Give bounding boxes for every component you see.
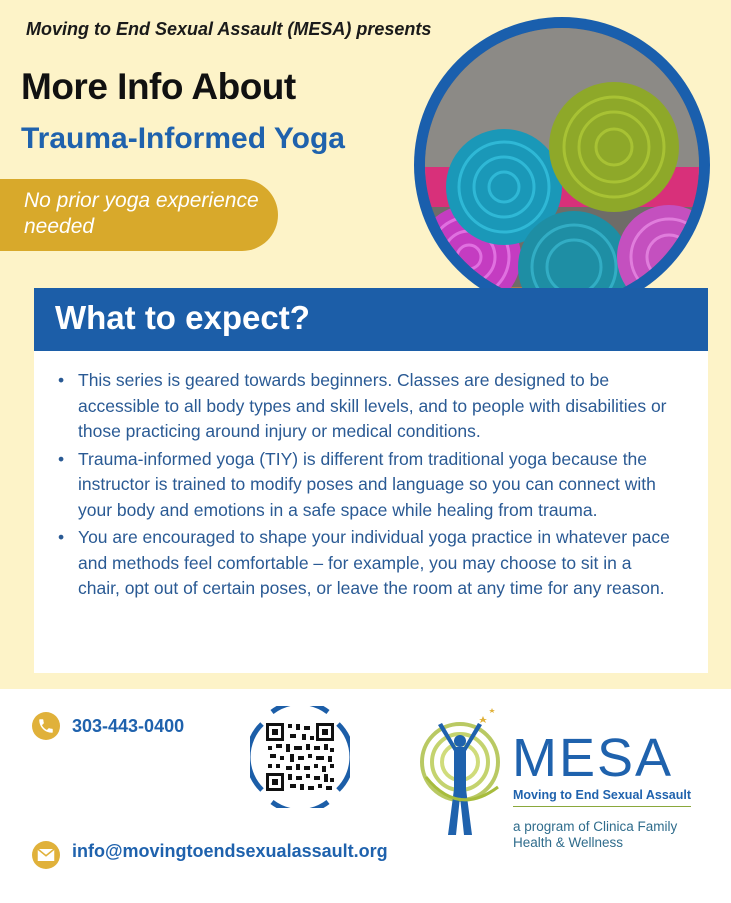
what-to-expect-body xyxy=(34,351,708,673)
mesa-logo xyxy=(418,707,708,867)
footer xyxy=(0,689,731,903)
bullet-item: • You are encouraged to shape your individual yoga practice in whatever pace and methods feel comfortable – for example, you may choose to sit in a chair, opt out of certain poses, or leave the room at any time for any reason. xyxy=(58,527,670,598)
expect-bullet-list xyxy=(58,368,678,604)
bullet-dot-icon: • xyxy=(58,527,65,547)
tagline-text: No prior yoga experience needed xyxy=(24,189,259,238)
mesa-wordmark: MESA xyxy=(512,728,674,788)
tagline-pill xyxy=(0,179,278,251)
yoga-mats-photo xyxy=(414,17,710,313)
email-link[interactable]: info@movingtoendsexualassault.org xyxy=(72,841,388,861)
phone-link[interactable]: 303-443-0400 xyxy=(72,716,185,736)
bullet-item: • This series is geared towards beginners. Classes are designed to be accessible to all body types and skill levels, and to people with disabilities or those practicing around injury or medical conditions. xyxy=(58,370,667,441)
presenter-line: Moving to End Sexual Assault (MESA) presents xyxy=(26,19,432,39)
qr-code[interactable] xyxy=(250,706,350,808)
mesa-subtitle: Moving to End Sexual Assault xyxy=(513,788,691,807)
mesa-program-note: a program of Clinica Family Health & Wellness xyxy=(513,819,678,850)
bullet-dot-icon: • xyxy=(58,448,65,469)
page-title: More Info About xyxy=(21,66,296,107)
phone-icon xyxy=(32,712,60,740)
page-subtitle: Trauma-Informed Yoga xyxy=(21,122,345,155)
what-to-expect-header xyxy=(34,288,708,351)
bullet-dot-icon: • xyxy=(58,370,65,390)
section-heading: What to expect? xyxy=(55,299,310,336)
bullet-item: • Trauma-informed yoga (TIY) is different from traditional yoga because the instructor is trained to modify poses and language so you can connect with your body and emotions in a safe space while healing from trauma. xyxy=(58,448,656,520)
envelope-icon xyxy=(32,841,60,869)
mesa-figure-icon xyxy=(418,707,510,847)
